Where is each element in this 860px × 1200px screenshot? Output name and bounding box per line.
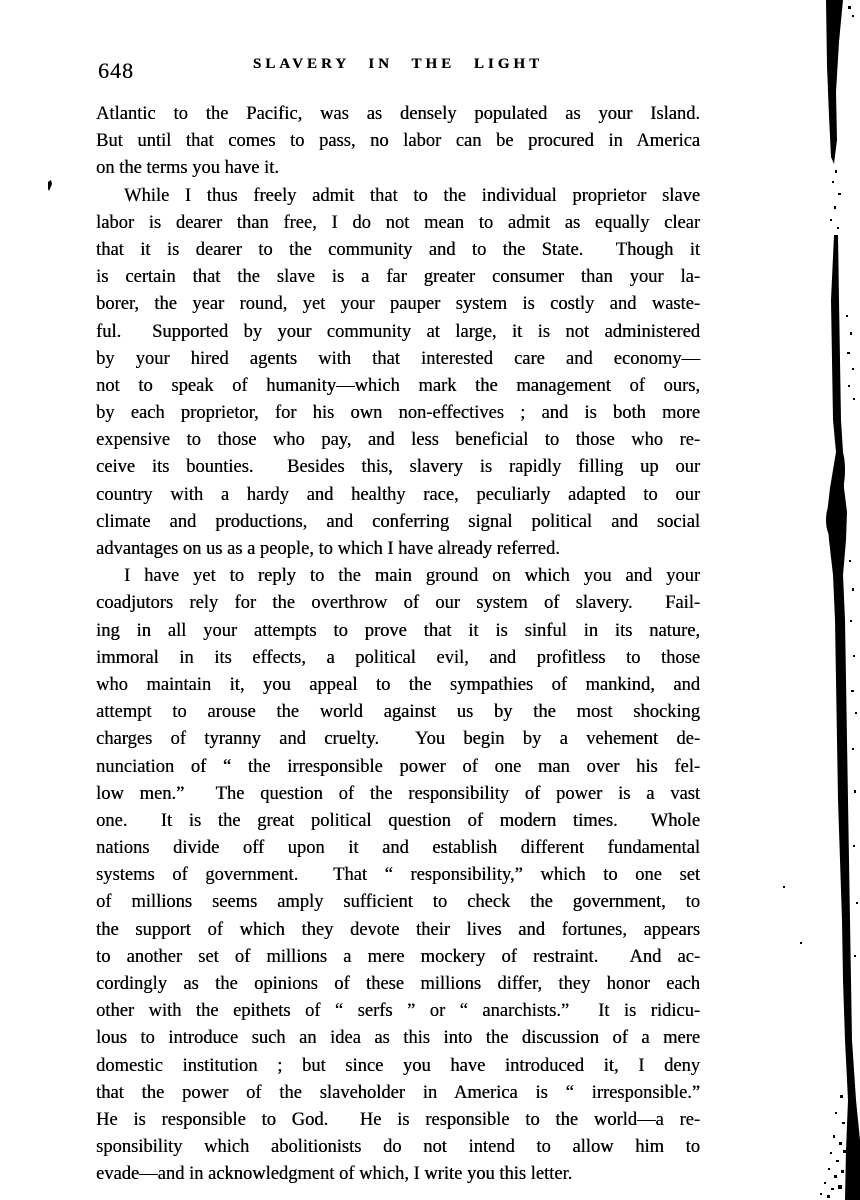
text-line: on the terms you have it. (96, 158, 279, 179)
text-line: coadjutors rely for the overthrow of our system of slavery. Fail- (96, 593, 700, 614)
page-number: 648 (98, 58, 134, 83)
text-line: to another set of millions a mere mockery of restraint. And ac- (96, 946, 700, 967)
text-line: domestic institution ; but since you have introduced it, I deny (96, 1055, 700, 1076)
running-head: SLAVERY IN THE LIGHT (252, 56, 544, 72)
text-line: who maintain it, you appeal to the sympathies of mankind, and (96, 674, 700, 695)
text-line: one. It is the great political question of modern times. Whole (96, 810, 700, 831)
text-line: sponsibility which abolitionists do not intend to allow him to (96, 1137, 700, 1158)
text-line: labor is dearer than free, I do not mean to admit as equally clear (96, 212, 700, 233)
text-line: immoral in its effects, a political evil, and profitless to those (96, 647, 700, 668)
text-line: nations divide off upon it and establish different fundamental (96, 838, 700, 859)
text-line: that it is dearer to the community and to the State. Though it (96, 239, 700, 260)
text-line: of millions seems amply sufficient to check the government, to (96, 892, 700, 913)
text-line: expensive to those who pay, and less beneficial to those who re- (96, 430, 700, 451)
text-line: borer, the year round, yet your pauper system is costly and waste- (96, 294, 700, 315)
text-line: that the power of the slaveholder in America is “ irresponsible.” (96, 1082, 700, 1103)
text-line: charges of tyranny and cruelty. You begin by a vehement de- (96, 729, 700, 750)
text-line: While I thus freely admit that to the individual proprietor slave (124, 185, 700, 206)
text-line: is certain that the slave is a far greater consumer than your la- (96, 267, 700, 288)
left-margin-tick (48, 180, 52, 191)
text-line: I have yet to reply to the main ground on which you and your (124, 566, 700, 587)
text-line: other with the epithets of “ serfs ” or “ anarchists.” It is ridicu- (96, 1001, 700, 1022)
text-line: ful. Supported by your community at large, it is not administered (96, 321, 700, 342)
text-line: the support of which they devote their lives and fortunes, appears (96, 919, 700, 940)
text-line: attempt to arouse the world against us by the most shocking (96, 702, 700, 723)
text-line: systems of government. That “ responsibility,” which to one set (96, 865, 700, 886)
text-line: not to speak of humanity—which mark the management of ours, (96, 375, 700, 396)
text-line: cordingly as the opinions of these millions differ, they honor each (96, 974, 700, 994)
text-line: advantages on us as a people, to which I have already referred. (96, 539, 560, 559)
text-line: Atlantic to the Pacific, was as densely populated as your Island. (96, 104, 700, 124)
gutter-main-band (827, 235, 860, 1200)
text-line: low men.” The question of the responsibility of power is a vast (96, 783, 700, 804)
text-line: ceive its bounties. Besides this, slavery is rapidly filling up our (96, 457, 700, 478)
text-line: ing in all your attempts to prove that it is sinful in its nature, (96, 620, 700, 641)
text-line: climate and productions, and conferring signal political and social (96, 511, 700, 532)
gutter-top-wedge (826, 0, 843, 164)
text-line: by your hired agents with that interested care and economy— (96, 348, 700, 369)
text-line: He is responsible to God. He is responsible to the world—a re- (96, 1109, 700, 1130)
page-body (96, 101, 700, 1189)
text-line: lous to introduce such an idea as this into the discussion of a mere (96, 1028, 700, 1049)
text-line: nunciation of “ the irresponsible power of one man over his fel- (96, 756, 700, 777)
text-line: by each proprietor, for his own non-effectives ; and is both more (96, 403, 700, 424)
text-line: But until that comes to pass, no labor can be procured in America (96, 131, 700, 152)
text-line: evade—and in acknowledgment of which, I write you this letter. (96, 1164, 573, 1185)
text-line: country with a hardy and healthy race, peculiarly adapted to our (96, 484, 700, 505)
